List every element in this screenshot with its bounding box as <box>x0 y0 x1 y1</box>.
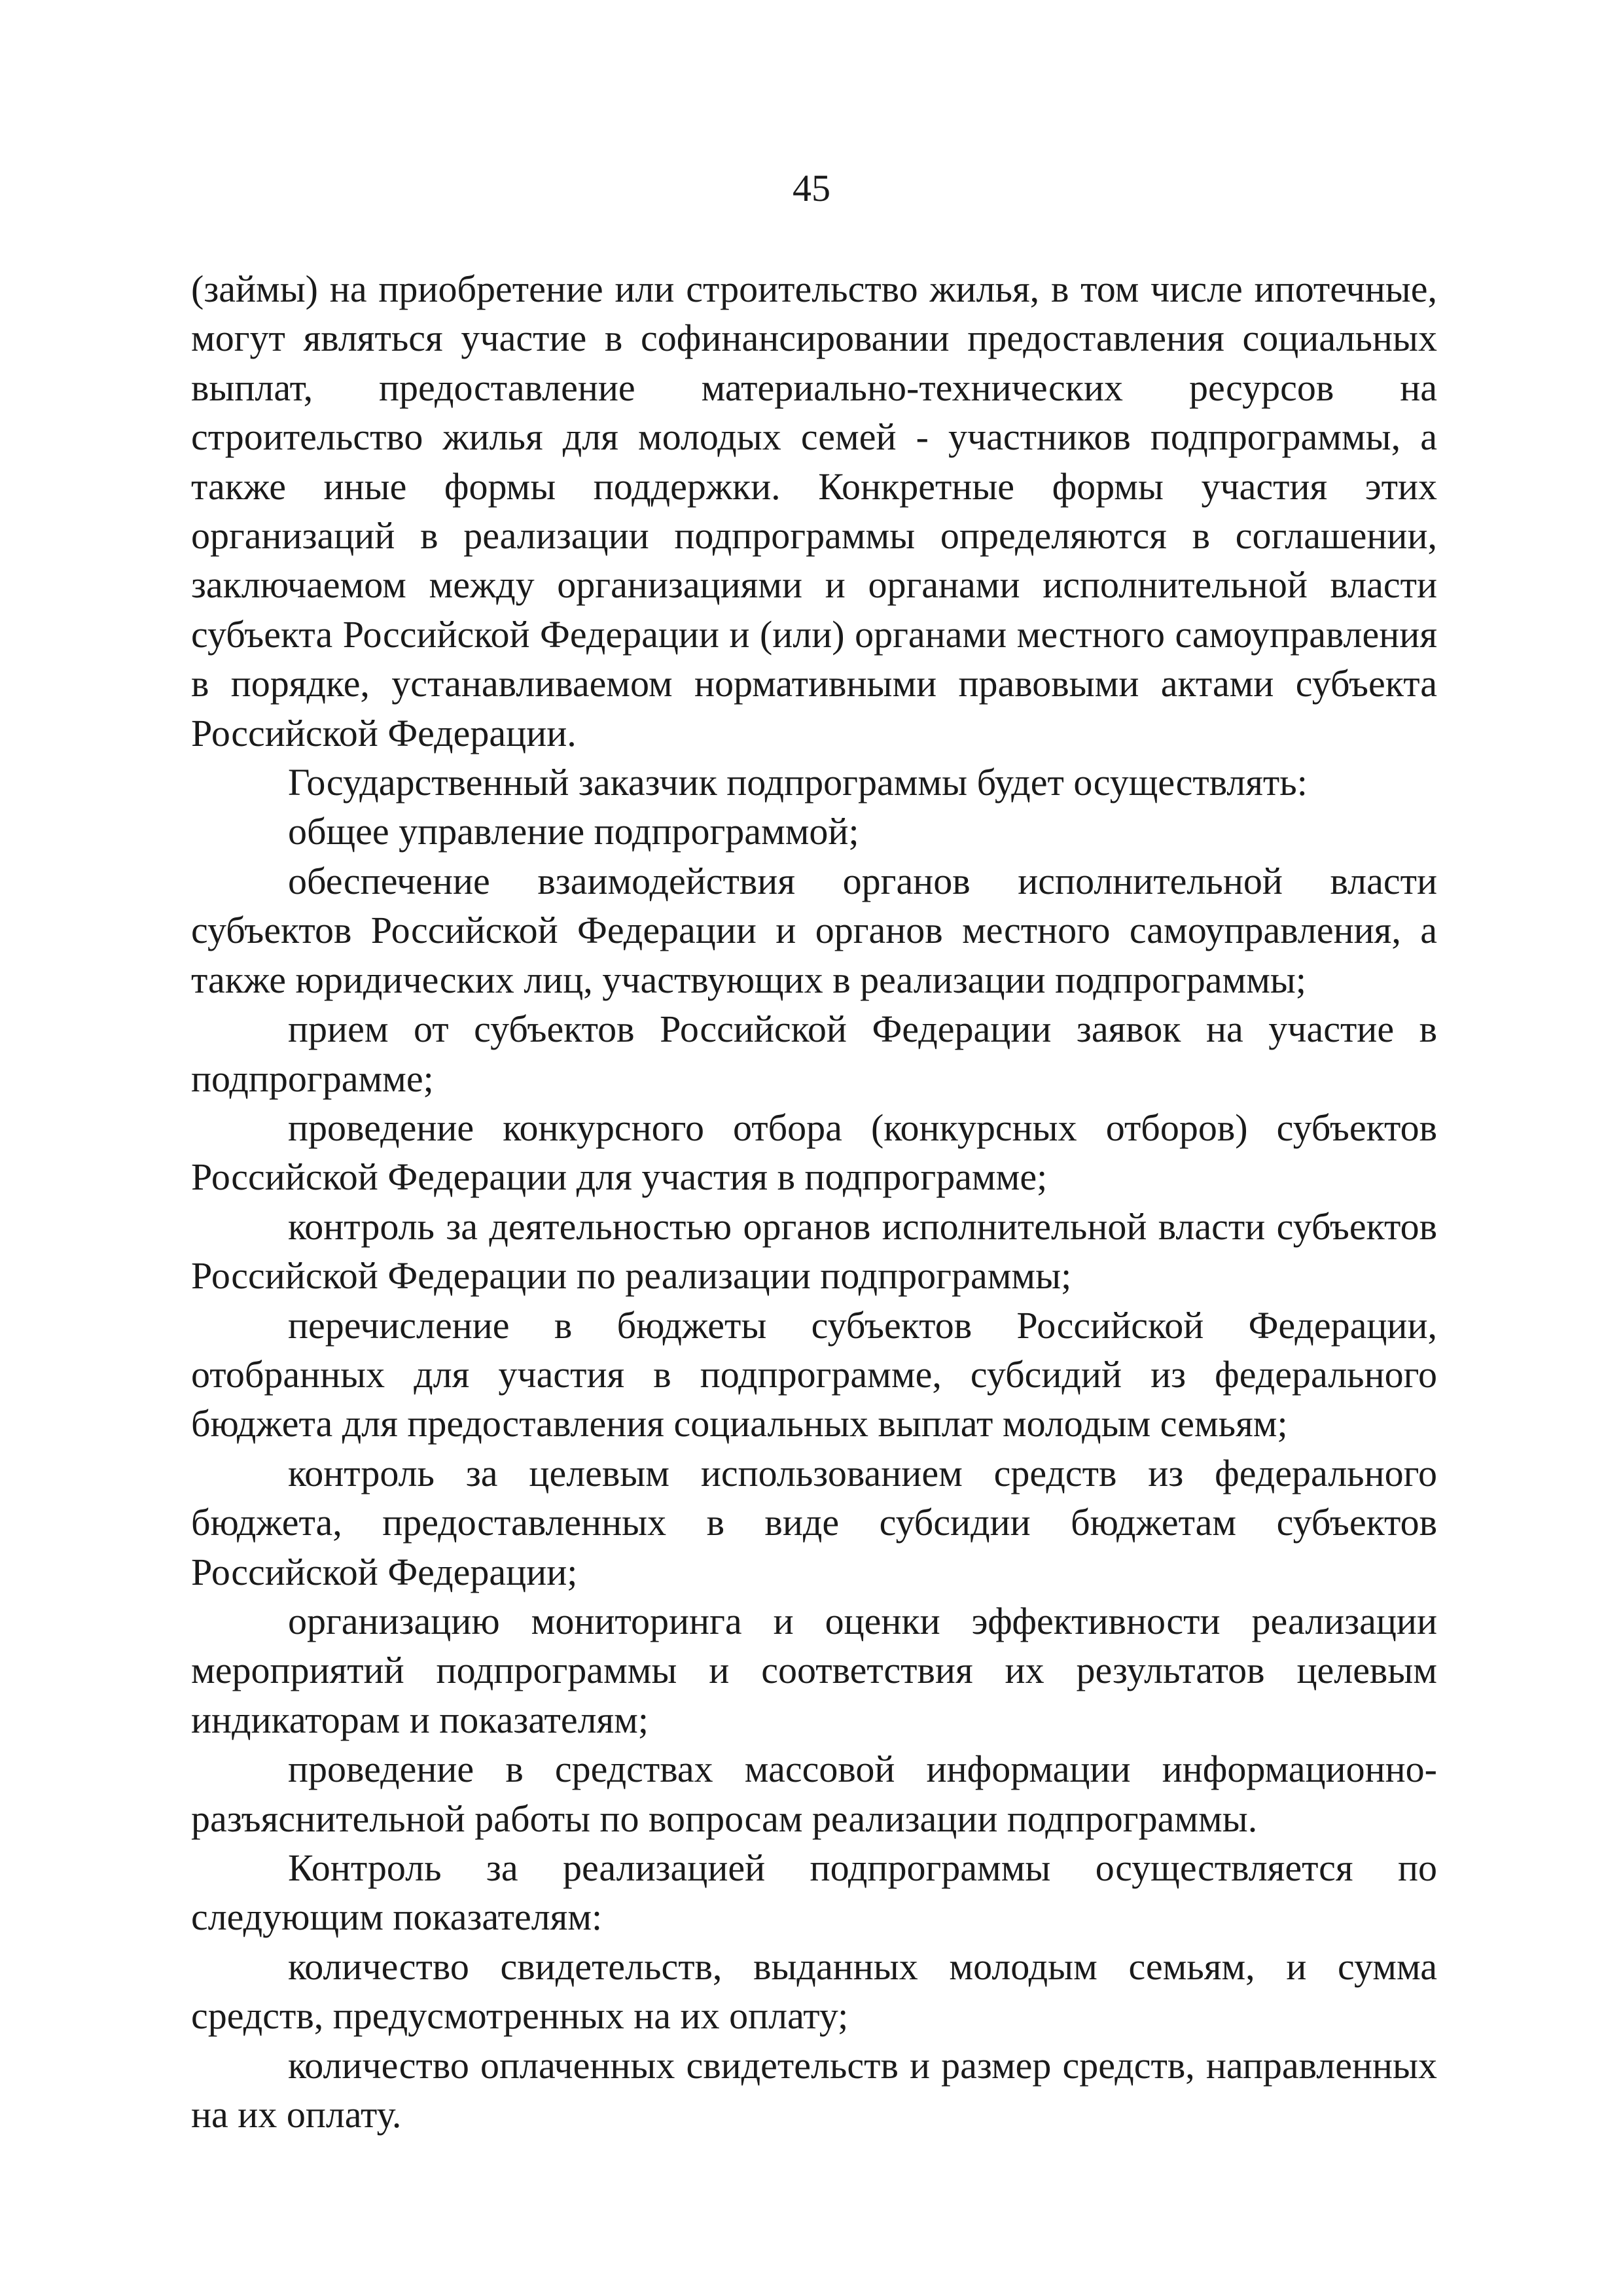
page-number: 45 <box>793 167 830 209</box>
list-item-general-management: общее управление подпрограммой; <box>288 810 859 853</box>
list-item-interaction: обеспечение взаимодействия органов исполнительной власти субъектов Российской Федерации и органов местного самоуправления, а также юридических лиц, участвующих в реализации подпрограммы; <box>191 859 1437 1001</box>
list-item-certificates-paid: количество оплаченных свидетельств и размер средств, направленных на их оплату. <box>191 2043 1437 2136</box>
document-body <box>191 264 1437 2139</box>
list-item-media-outreach: проведение в средствах массовой информации информационно-разъяснительной работы по вопросам реализации подпрограммы. <box>191 1748 1437 1840</box>
list-item-subsidy-transfer: перечисление в бюджеты субъектов Российской Федерации, отобранных для участия в подпрограмме, субсидий из федерального бюджета для предоставления социальных выплат молодым семьям; <box>191 1303 1437 1445</box>
list-item-monitoring: организацию мониторинга и оценки эффективности реализации мероприятий подпрограммы и соответствия их результатов целевым индикаторам и показателям; <box>191 1599 1437 1741</box>
list-item-application-intake: прием от субъектов Российской Федерации заявок на участие в подпрограмме; <box>191 1008 1437 1100</box>
list-item-competitive-selection: проведение конкурсного отбора (конкурсных отборов) субъектов Российской Федерации для участия в подпрограмме; <box>191 1106 1437 1199</box>
list-item-certificates-issued: количество свидетельств, выданных молодым семьям, и сумма средств, предусмотренных на их оплату; <box>191 1945 1437 2038</box>
paragraph-control-indicators-intro: Контроль за реализацией подпрограммы осуществляется по следующим показателям: <box>191 1846 1437 1939</box>
list-item-activity-control: контроль за деятельностью органов исполнительной власти субъектов Российской Федерации по реализации подпрограммы; <box>191 1205 1437 1298</box>
paragraph-continuation: (займы) на приобретение или строительство жилья, в том числе ипотечные, могут являться участие в софинансировании предоставления социальных выплат, предоставление материально-технических ресурсов на строительство жилья для молодых семей - участников подпрограммы, а также иные формы поддержки. Конкретные формы участия этих организаций в реализации подпрограммы определяются в соглашении, заключаемом между организациями и органами исполнительной власти субъекта Российской Федерации и (или) органами местного самоуправления в порядке, устанавливаемом нормативными правовыми актами субъекта Российской Федерации. <box>191 268 1437 754</box>
list-item-targeted-use-control: контроль за целевым использованием средств из федерального бюджета, предоставленных в виде субсидии бюджетам субъектов Российской Федерации; <box>191 1451 1437 1593</box>
paragraph-customer-duties-intro: Государственный заказчик подпрограммы будет осуществлять: <box>288 761 1308 804</box>
